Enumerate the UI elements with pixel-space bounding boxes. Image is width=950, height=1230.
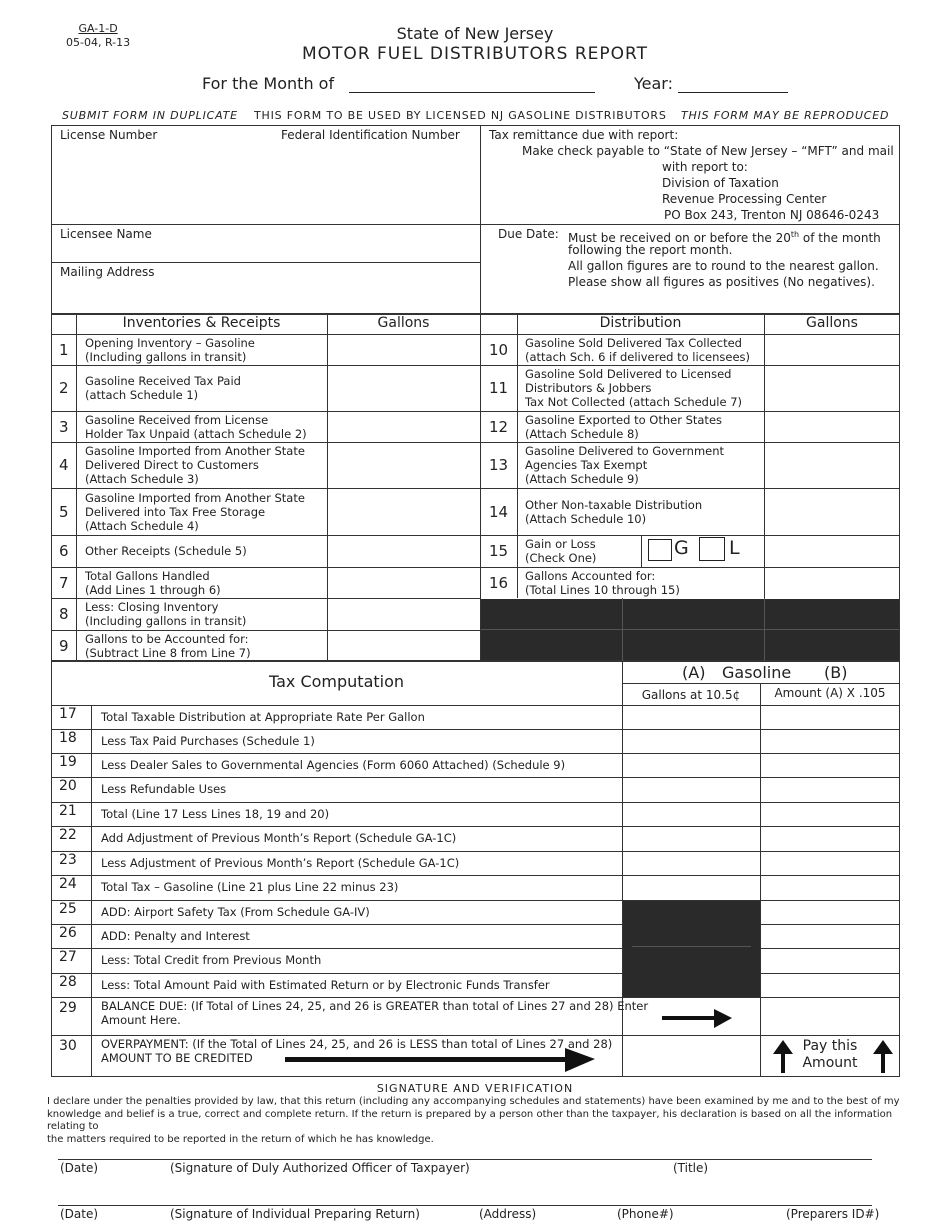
inventory-line-text [85,489,305,534]
shaded-block [623,901,760,997]
mailing-address-field[interactable] [58,281,474,311]
line-30-text-2: AMOUNT TO BE CREDITED [101,1051,253,1065]
officer-signature-label: (Signature of Duly Authorized Officer of Taxpayer) [170,1161,470,1175]
tax-amount-field[interactable] [761,706,899,728]
tax-amount-field[interactable] [761,778,899,801]
mailing-address-label: Mailing Address [60,265,155,279]
pay-amount-text: Amount [802,1055,858,1071]
inventory-line-text-part: Gasoline Imported from Another State [85,490,305,505]
distribution-line-text [525,536,596,566]
inventory-line-text-part: Delivered into Tax Free Storage [85,504,266,519]
tax-line-number: 20 [59,778,77,794]
due-date-sup: th [790,230,800,239]
tax-line-text: Less Refundable Uses [101,782,227,796]
tax-amount-field[interactable] [761,827,899,850]
inventory-line-number: 2 [59,379,69,397]
distribution-line-text [525,489,702,534]
right-arrow-icon [662,1008,734,1030]
up-arrow-icon [873,1040,893,1074]
fein-field[interactable] [278,146,474,220]
tax-line-number: 17 [59,706,77,722]
tax-line-number: 27 [59,949,77,965]
gain-checkbox[interactable] [648,539,672,561]
distribution-line-number: 15 [489,542,509,560]
line-29-text: BALANCE DUE: (If Total of Lines 24, 25, and 26 is GREATER than total of Lines 27 and 28) Enter [101,999,649,1013]
line-29-text-2: Amount Here. [101,1013,181,1027]
inventory-gallons-field[interactable] [328,335,479,364]
month-label: For the Month of [202,74,335,93]
tax-amount-field[interactable] [761,974,899,996]
remittance-payable: Make check payable to “State of New Jersey – “MFT” and mail [522,144,894,158]
state-heading: State of New Jersey [396,24,554,43]
officer-date-label: (Date) [60,1161,99,1175]
inventory-line-number: 3 [59,417,69,436]
distribution-gallons-field[interactable] [765,366,899,410]
inventory-line-text [85,631,251,660]
inventory-gallons-field[interactable] [328,489,479,534]
tax-gallons-field[interactable] [623,778,760,801]
distribution-line-text-part: Gasoline Sold Delivered Tax Collected [525,335,742,350]
preparer-signature-label: (Signature of Individual Preparing Return) [170,1207,420,1221]
inventory-gallons-field[interactable] [328,568,479,597]
preparer-address-label: (Address) [479,1207,537,1221]
tax-line-text: Add Adjustment of Previous Month’s Report (Schedule GA-1C) [101,831,457,845]
inventory-line-text [85,536,247,566]
distribution-gallons-field[interactable] [765,335,899,364]
inventory-line-text [85,412,307,441]
inventory-line-text-part: Holder Tax Unpaid (attach Schedule 2) [85,426,307,441]
distribution-gallons-field[interactable] [765,412,899,441]
loss-checkbox[interactable] [699,537,725,561]
inventory-line-text [85,599,246,629]
distribution-line-number: 11 [489,379,509,397]
due-date-text-end: of the month [799,231,881,245]
distribution-line-text-part: Gallons Accounted for: [525,568,656,583]
inventory-gallons-field[interactable] [328,536,479,566]
tax-line-number: 26 [59,925,77,941]
inventory-line-text [85,366,241,410]
distribution-line-text [525,568,680,597]
inventory-line-text [85,568,221,597]
inventory-line-text-part: (Subtract Line 8 from Line 7) [85,645,251,660]
inventory-line-text-part: Total Gallons Handled [85,568,210,583]
line-30-overpayment-field[interactable] [623,1036,760,1076]
distribution-line-text-part: Other Non-taxable Distribution [525,497,703,512]
loss-label: L [729,537,740,559]
inventory-line-text-part: Gasoline Received Tax Paid [85,374,241,388]
signature-line-officer[interactable] [58,1159,872,1160]
inventory-line-text-part: Gasoline Received from License [85,412,269,427]
declaration-line: I declare under the penalties provided by law, that this return (including any accompanying schedules and statements) have been examined by me and to the best of my [47,1096,900,1107]
distribution-line-text-part: Gasoline Sold Delivered to Licensed [525,367,732,381]
distribution-line-text-part: (Attach Schedule 9) [525,472,639,486]
rounding-note: All gallon figures are to round to the nearest gallon. [568,259,879,273]
remittance-division: Division of Taxation [662,176,779,190]
declaration-line: the matters required to be reported in the return of which he has knowledge. [47,1133,434,1145]
tax-amount-field[interactable] [761,949,899,972]
year-row [634,74,788,93]
divider [480,125,481,314]
line-29-number: 29 [59,1000,77,1016]
tax-line-number: 18 [59,730,77,746]
tax-gallons-field[interactable] [623,706,760,728]
tax-gallons-field[interactable] [623,827,760,850]
line-30-text: OVERPAYMENT: (If the Total of Lines 24, 25, and 26 is LESS than total of Lines 27 and 28) [101,1037,613,1051]
inventory-line-text-part: Gallons to be Accounted for: [85,631,249,646]
tax-line-number: 21 [59,803,77,819]
year-input[interactable] [678,76,788,93]
tax-gallons-field[interactable] [623,876,760,899]
tax-line-number: 19 [59,754,77,770]
distribution-line-text-part: (Check One) [525,551,597,565]
notice-duplicate: SUBMIT FORM IN DUPLICATE [62,109,238,122]
distribution-line-number: 10 [489,340,509,359]
inventory-line-text-part: Less: Closing Inventory [85,600,219,614]
col-a-header: Gallons at 10.5¢ [641,688,741,702]
distribution-line-number: 14 [489,502,509,521]
distribution-line-text [525,412,722,441]
divider [632,946,751,947]
tax-line-number: 25 [59,901,77,917]
tax-line-number: 22 [59,827,77,843]
month-row [202,74,595,93]
distribution-line-text [525,443,724,487]
tax-gallons-field[interactable] [623,852,760,874]
distribution-line-text-part: Distributors & Jobbers [525,381,652,395]
divider [51,224,900,225]
distribution-line-text-part: Agencies Tax Exempt [525,458,648,472]
page-title: MOTOR FUEL DISTRIBUTORS REPORT [302,44,648,64]
gasoline-group-header: Gasoline [722,663,792,682]
line-30-number: 30 [59,1038,77,1054]
inventories-header: Inventories & Receipts [122,315,281,331]
tax-computation-title: Tax Computation [268,672,405,691]
tax-line-text: ADD: Airport Safety Tax (From Schedule GA-IV) [101,905,370,919]
distribution-header: Distribution [599,315,682,331]
tax-gallons-field[interactable] [623,803,760,825]
distribution-line-number: 16 [489,573,509,592]
inventory-line-text [85,335,255,364]
tax-amount-field[interactable] [761,754,899,776]
notice-licensed: THIS FORM TO BE USED BY LICENSED NJ GASOLINE DISTRIBUTORS [254,109,667,122]
tax-amount-field[interactable] [761,730,899,752]
divider [641,535,642,567]
inventory-line-text-part: Gasoline Imported from Another State [85,444,305,458]
remittance-center: Revenue Processing Center [662,192,827,206]
licensee-name-field[interactable] [58,243,474,261]
inventory-line-number: 8 [59,605,69,623]
distribution-line-text [525,366,742,410]
divider [51,262,480,263]
inventory-gallons-field[interactable] [328,412,479,441]
positives-note: Please show all figures as positives (No negatives). [568,275,875,289]
officer-title-label: (Title) [673,1161,709,1175]
due-date-following: following the report month. [568,243,733,257]
licensee-name-label: Licensee Name [60,227,152,241]
preparer-date-label: (Date) [60,1207,99,1221]
inventory-line-text-part: Delivered Direct to Customers [85,458,259,472]
inventory-line-text-part: (Add Lines 1 through 6) [85,582,221,597]
tax-gallons-field[interactable] [623,754,760,776]
distribution-line-text-part: Tax Not Collected (attach Schedule 7) [525,395,742,409]
tax-amount-field[interactable] [761,852,899,874]
distribution-line-text-part: Gasoline Exported to Other States [525,412,723,427]
divider [51,1035,900,1036]
left-gallons-header: Gallons [377,315,430,331]
tax-line-text: Less Tax Paid Purchases (Schedule 1) [101,734,315,748]
distribution-line-number: 13 [489,456,509,474]
tax-gallons-field[interactable] [623,730,760,752]
right-arrow-icon [285,1048,597,1074]
preparer-phone-label: (Phone#) [617,1207,674,1221]
tax-amount-field[interactable] [761,876,899,899]
tax-line-text: Total Taxable Distribution at Appropriate Rate Per Gallon [101,710,425,724]
pay-this-text: Pay this [802,1038,858,1054]
distribution-line-text-part: Gain or Loss [525,537,596,551]
divider [481,629,899,630]
signature-line-preparer[interactable] [58,1205,872,1206]
tax-line-text: Less: Total Credit from Previous Month [101,953,322,967]
distribution-line-text-part: (Attach Schedule 10) [525,511,647,526]
inventory-line-text-part: (attach Schedule 1) [85,388,199,402]
remittance-with-report: with report to: [662,160,748,174]
inventory-line-number: 1 [59,340,69,359]
month-input[interactable] [349,76,595,93]
inventory-line-number: 4 [59,456,69,474]
inventory-gallons-field[interactable] [328,366,479,410]
inventory-line-text-part: (Attach Schedule 4) [85,518,199,533]
inventory-gallons-field[interactable] [328,443,479,487]
col-b-letter: (B) [824,663,848,682]
fein-label: Federal Identification Number [281,128,460,142]
notice-reproduced: THIS FORM MAY BE REPRODUCED [681,109,890,122]
divider [517,314,518,598]
tax-line-text: ADD: Penalty and Interest [101,929,250,943]
tax-line-text: Less Adjustment of Previous Month’s Report (Schedule GA-1C) [101,856,460,870]
declaration-text [47,1096,907,1146]
tax-line-number: 28 [59,974,77,990]
remittance-address: PO Box 243, Trenton NJ 08646-0243 [664,208,880,222]
license-number-field[interactable] [58,146,270,220]
inventory-line-text-part: Other Receipts (Schedule 5) [85,544,247,558]
inventory-gallons-field[interactable] [328,631,479,660]
tax-line-text: Less Dealer Sales to Governmental Agencies (Form 6060 Attached) (Schedule 9) [101,758,566,772]
distribution-gallons-field[interactable] [765,489,899,534]
pay-this-amount-note [797,1038,863,1072]
right-gallons-header: Gallons [806,315,858,331]
tax-line-text: Less: Total Amount Paid with Estimated Return or by Electronic Funds Transfer [101,978,550,992]
divider [622,683,900,684]
inventory-line-text-part: Opening Inventory – Gasoline [85,335,255,350]
inventory-gallons-field[interactable] [328,599,479,629]
col-a-letter: (A) [682,663,706,682]
due-date-label: Due Date: [498,227,559,241]
distribution-line-text [525,335,750,364]
distribution-gallons-field[interactable] [765,443,899,487]
tax-amount-field[interactable] [761,925,899,947]
tax-amount-field[interactable] [761,901,899,923]
tax-line-number: 24 [59,876,77,892]
inventory-line-text-part: (Attach Schedule 3) [85,472,199,486]
distribution-line-text-part: (attach Sch. 6 if delivered to licensees) [525,349,751,364]
distribution-line-text-part: (Total Lines 10 through 15) [525,582,680,597]
inventory-line-text-part: (Including gallons in transit) [85,349,247,364]
due-date-text: Must be received on or before the 20 [568,231,791,245]
inventory-line-number: 9 [59,636,69,655]
tax-line-number: 23 [59,852,77,868]
form-revision: 05-04, R-13 [66,36,131,49]
inventory-line-number: 5 [59,502,69,521]
distribution-line-number: 12 [489,417,509,436]
distribution-line-text-part: Gasoline Delivered to Government [525,444,725,458]
col-b-header: Amount (A) X .105 [774,686,886,700]
year-label: Year: [634,74,673,93]
divider [91,705,92,1077]
tax-line-text: Total (Line 17 Less Lines 18, 19 and 20) [101,807,330,821]
remittance-heading: Tax remittance due with report: [489,128,679,142]
distribution-line-text-part: (Attach Schedule 8) [525,426,639,441]
tax-line-text: Total Tax – Gasoline (Line 21 plus Line 22 minus 23) [101,880,399,894]
signature-heading: SIGNATURE AND VERIFICATION [376,1082,574,1095]
inventory-line-number: 6 [59,542,69,560]
gain-label: G [674,537,689,559]
line-29-balance-due-field[interactable] [761,998,899,1034]
form-code: GA-1-D [78,22,118,35]
distribution-gallons-field[interactable] [765,568,899,597]
preparer-id-label: (Preparers ID#) [786,1207,880,1221]
declaration-line: knowledge and belief is a true, correct and complete return. If the return is prepared by a person other than the taxpayer, his declaration is based on all the information relating to [47,1108,893,1132]
inventory-line-number: 7 [59,573,69,592]
up-arrow-icon [773,1040,793,1074]
inventory-line-text [85,443,305,487]
inventory-line-text-part: (Including gallons in transit) [85,614,247,628]
license-number-label: License Number [60,128,158,142]
tax-amount-field[interactable] [761,803,899,825]
